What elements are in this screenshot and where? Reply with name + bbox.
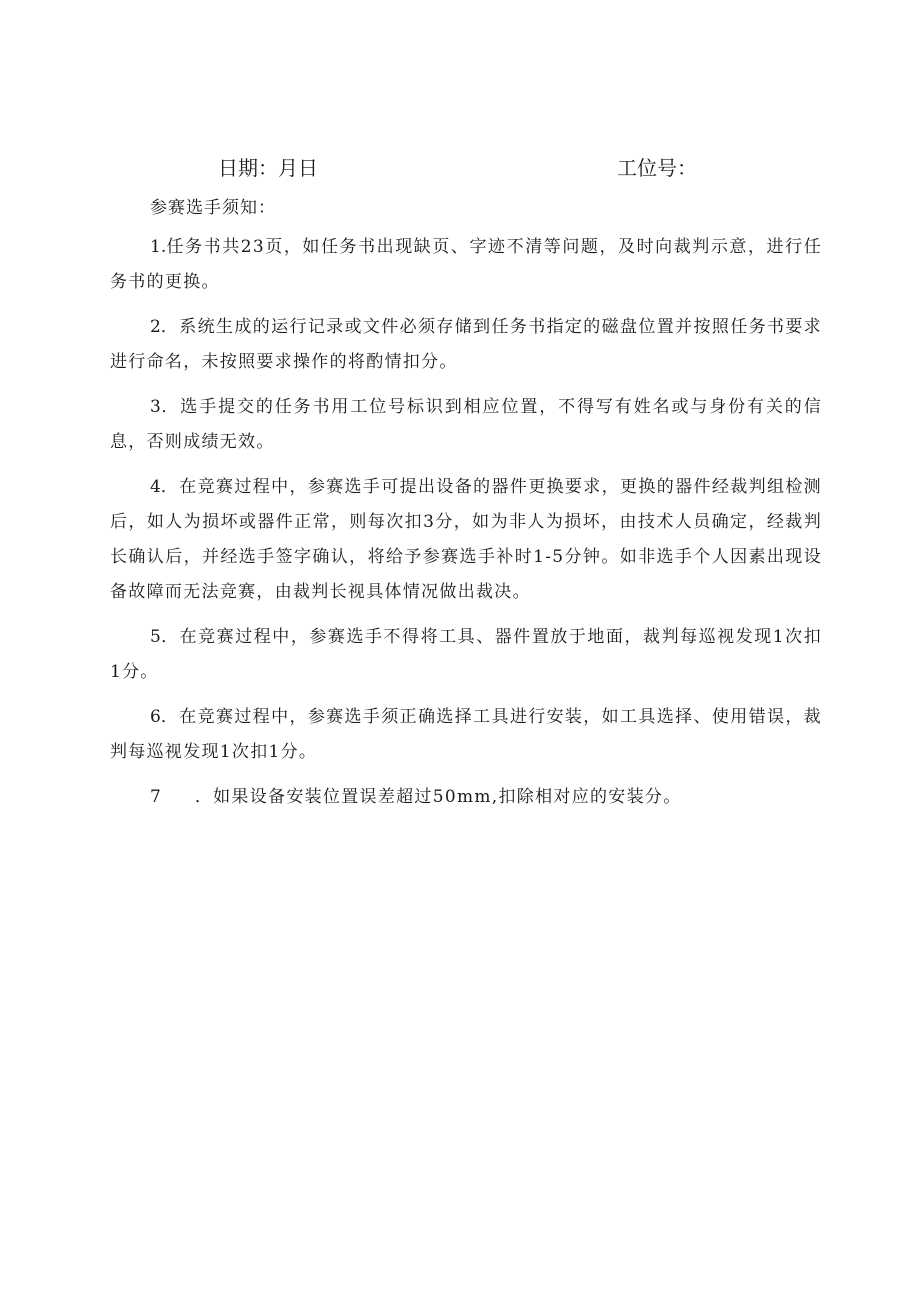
notice-item-7	[110, 780, 822, 815]
notice-item-text: ．在竞赛过程中，参赛选手须正确选择工具进行安装，如工具选择、使用错误，裁判每巡视发现1次扣1分。	[110, 707, 822, 762]
notice-item-text: ．在竞赛过程中，参赛选手可提出设备的器件更换要求，更换的器件经裁判组检测后，如人为损坏或器件正常，则每次扣3分，如为非人为损坏，由技术人员确定，经裁判长确认后，并经选手签字确认，将给予参赛选手补时1-5分钟。如非选手个人因素出现设备故障而无法竞赛，由裁判长视具体情况做出裁决。	[110, 477, 822, 602]
notice-list	[110, 230, 822, 825]
notice-title: 参赛选手须知：	[150, 198, 276, 218]
notice-item-2	[110, 310, 822, 380]
notice-item-5	[110, 620, 822, 690]
station-number-label: 工位号：	[617, 156, 697, 180]
notice-item-3	[110, 390, 822, 460]
notice-item-4	[110, 470, 822, 610]
notice-item-1	[110, 230, 822, 300]
notice-item-number: 1.	[150, 237, 167, 257]
notice-item-number: 5	[150, 627, 161, 647]
notice-item-text: ．系统生成的运行记录或文件必须存储到任务书指定的磁盘位置并按照任务书要求进行命名，未按照要求操作的将酌情扣分。	[110, 317, 822, 372]
notice-item-text: ．如果设备安装位置误差超过50mm,扣除相对应的安装分。	[194, 787, 682, 807]
notice-item-number: 6	[150, 707, 161, 727]
notice-item-6	[110, 700, 822, 770]
date-label: 日期：月日	[218, 156, 318, 180]
notice-item-number: 4	[150, 477, 161, 497]
notice-item-number: 3	[150, 397, 161, 417]
notice-item-text: ．在竞赛过程中，参赛选手不得将工具、器件置放于地面，裁判每巡视发现1次扣1分。	[110, 627, 822, 682]
notice-item-text: 任务书共23页，如任务书出现缺页、字迹不清等问题，及时向裁判示意，进行任务书的更换。	[110, 237, 822, 292]
notice-item-text: ．选手提交的任务书用工位号标识到相应位置，不得写有姓名或与身份有关的信息，否则成绩无效。	[110, 397, 822, 452]
notice-item-number: 7	[150, 787, 161, 807]
notice-item-number: 2	[150, 317, 161, 337]
